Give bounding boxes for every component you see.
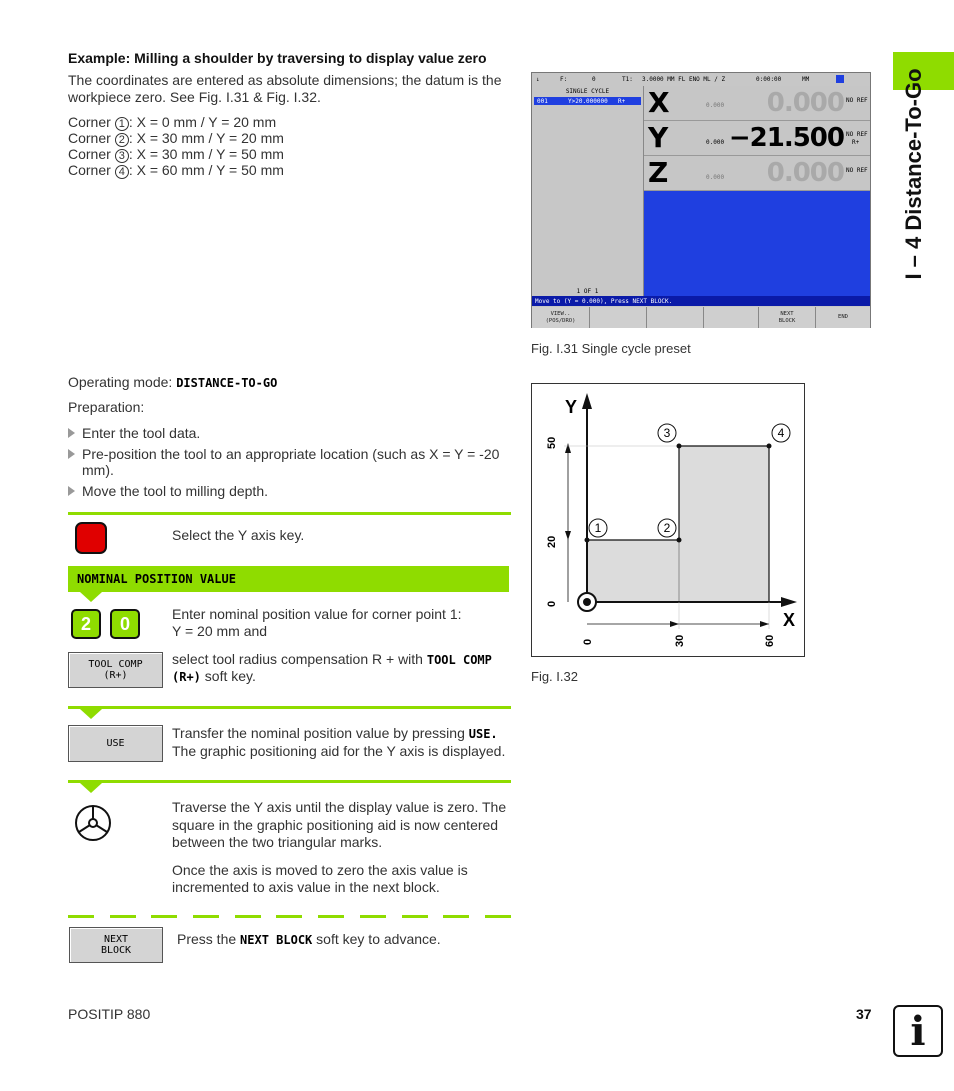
once-line-2: incremented to axis value in the next block. [172,879,440,895]
banner-arrow [80,592,102,602]
intro-line-2: workpiece zero. See Fig. I.31 & Fig. I.32. [68,89,321,105]
bullet-1 [68,428,75,438]
lcd-status-icon [836,75,844,83]
bullet-2 [68,449,75,459]
y-axis-key [75,522,107,554]
once-line-1: Once the axis is moved to zero the axis value is [172,862,468,878]
select-comp-line-1: select tool radius compensation R + with TOOL COMP [172,651,492,667]
preparation-label: Preparation: [68,399,145,415]
x-tick-0: 0 [582,638,594,645]
lcd-axis-y: Y 0.000 −21.500 NO REF R+ [644,121,870,156]
lcd-message-line: Move to (Y = 0.000), Press NEXT BLOCK. [532,296,870,306]
prep-item-1: Enter the tool data. [82,425,201,441]
lcd-softkey-end: END [816,307,870,328]
lcd-softkey-empty-3 [704,307,759,328]
transfer-line-1: Transfer the nominal position value by pressing USE. [172,725,498,741]
fig31-caption: Fig. I.31 Single cycle preset [531,341,691,356]
page-number: 37 [856,1006,872,1022]
prep-item-3: Move the tool to milling depth. [82,483,268,499]
y-tick-0: 0 [546,600,558,607]
next-block-softkey: NEXT BLOCK [69,927,163,963]
press-next-text: Press the NEXT BLOCK soft key to advance. [177,931,441,947]
x-tick-60: 60 [764,634,776,647]
shoulder-drawing [531,383,806,658]
marker-4: 4 [777,426,785,440]
bullet-3 [68,486,75,496]
transfer-line-2: The graphic positioning aid for the Y axis is displayed. [172,743,506,759]
step-arrow-3 [80,783,102,793]
lcd-program-panel: SINGLE CYCLE 001 Y>20.000000 R+ 1 OF 1 [532,86,644,296]
lcd-screenshot [531,72,871,328]
marker-3: 3 [663,426,671,440]
select-y-text: Select the Y axis key. [172,527,305,543]
y-axis-label: Y [565,397,578,417]
lcd-selected-row: 001 Y>20.000000 R+ [534,97,641,105]
lcd-softkey-next-block: NEXT BLOCK [759,307,816,328]
x-axis-label: X [783,610,796,630]
enter-value-line-2: Y = 20 mm and [172,623,268,639]
marker-2: 2 [663,521,671,535]
select-comp-line-2: (R+) soft key. [172,668,256,684]
lcd-softkey-empty-2 [647,307,704,328]
footer-product: POSITIP 880 [68,1006,151,1022]
step-arrow-2 [80,709,102,719]
corner-3: Corner 3 : X = 30 mm / Y = 50 mm [68,146,284,162]
dashed-divider [68,915,511,918]
fig32-caption: Fig. I.32 [531,669,578,684]
handwheel-icon [73,803,113,843]
chapter-title: I – 4 Distance-To-Go [901,68,926,280]
lcd-axis-z: Z 0.000 0.000 NO REF [644,156,870,191]
y-tick-20: 20 [546,535,558,548]
marker-1: 1 [594,521,602,535]
key-0: 0 [110,609,140,639]
prep-item-2: Pre-position the tool to an appropriate location (such as X = Y = -20 [82,446,500,462]
lcd-axis-x: X 0.000 0.000 NO REF [644,86,870,121]
info-icon: i [893,1005,943,1057]
key-2: 2 [71,609,101,639]
step-divider-1 [68,512,511,515]
corner-2: Corner 2 : X = 30 mm / Y = 20 mm [68,130,284,146]
step-divider-3 [68,780,511,783]
nominal-position-banner: NOMINAL POSITION VALUE [68,566,509,592]
lcd-graphic-area [644,191,870,296]
prep-item-2-cont: mm). [82,462,114,478]
lcd-status-bar: ↓ F: 0 T1: 3.0000 MM FL ENO ML / Z 0:00:00 MM [532,73,870,87]
intro-line-1: The coordinates are entered as absolute dimensions; the datum is the [68,72,502,88]
x-tick-30: 30 [674,634,686,647]
enter-value-line-1: Enter nominal position value for corner point 1: [172,606,462,622]
tool-comp-softkey: TOOL COMP (R+) [68,652,163,688]
example-heading: Example: Milling a shoulder by traversing to display value zero [68,50,487,66]
corner-1: Corner 1 : X = 0 mm / Y = 20 mm [68,114,277,130]
step-divider-2 [68,706,511,709]
lcd-softkey-view: VIEW.. (POS/DRO) [532,307,590,328]
traverse-line-1: Traverse the Y axis until the display value is zero. The [172,799,507,815]
use-softkey: USE [68,725,163,762]
corner-4: Corner 4 : X = 60 mm / Y = 50 mm [68,162,284,178]
traverse-line-3: between the two triangular marks. [172,834,383,850]
lcd-softkey-empty-1 [590,307,647,328]
operating-mode: Operating mode: DISTANCE-TO-GO [68,374,278,390]
traverse-line-2: square in the graphic positioning aid is now centered [172,817,499,833]
y-tick-50: 50 [546,436,558,449]
